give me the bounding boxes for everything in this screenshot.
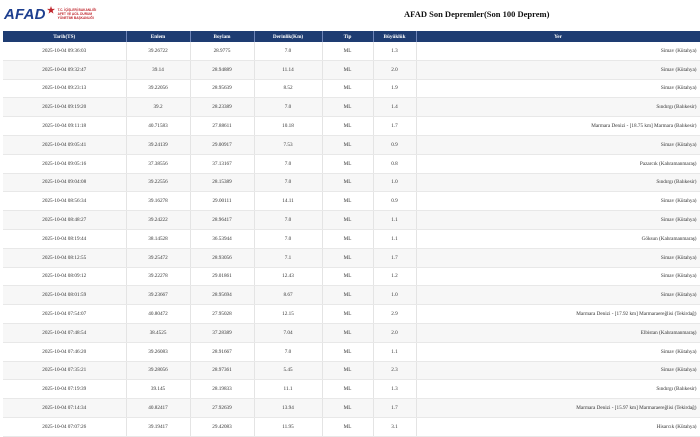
logo-sub-line: YÖNETİMİ BAŞKANLIĞI bbox=[57, 16, 94, 20]
table-body bbox=[3, 42, 700, 436]
table-cell: ML bbox=[322, 342, 373, 361]
table-cell: 2025-10-04 09:36:03 bbox=[3, 42, 126, 60]
table-cell: 10.18 bbox=[254, 117, 322, 136]
logo-sub-line: T.C. İÇİŞLERİ BAKANLIĞI bbox=[57, 8, 97, 12]
table-row[interactable] bbox=[3, 60, 700, 79]
table-cell: ML bbox=[322, 42, 373, 60]
table-cell: 1.1 bbox=[373, 342, 416, 361]
logo-sub-line: AFET VE ACİL DURUM bbox=[57, 12, 92, 16]
table-cell: 39.28056 bbox=[126, 361, 190, 380]
table-cell: 7.0 bbox=[254, 229, 322, 248]
table-cell: 12.43 bbox=[254, 267, 322, 286]
table-cell: 40.82417 bbox=[126, 399, 190, 418]
table-cell: 39.14 bbox=[126, 60, 190, 79]
table-cell: 39.23667 bbox=[126, 286, 190, 305]
column-header[interactable]: Yer bbox=[416, 31, 700, 42]
table-cell: Simav (Kütahya) bbox=[416, 135, 700, 154]
table-cell: ML bbox=[322, 305, 373, 324]
table-cell: Göksun (Kahramanmaraş) bbox=[416, 229, 700, 248]
table-cell: 1.2 bbox=[373, 267, 416, 286]
table-cell: 2025-10-04 08:19:44 bbox=[3, 229, 126, 248]
table-cell: 37.38556 bbox=[126, 154, 190, 173]
table-cell: ML bbox=[322, 399, 373, 418]
table-cell: 1.7 bbox=[373, 117, 416, 136]
table-cell: 11.95 bbox=[254, 417, 322, 436]
table-cell: 29.00111 bbox=[190, 192, 254, 211]
table-cell: 39.145 bbox=[126, 380, 190, 399]
table-cell: Simav (Kütahya) bbox=[416, 361, 700, 380]
table-cell: ML bbox=[322, 229, 373, 248]
table-cell: 28.91667 bbox=[190, 342, 254, 361]
table-cell: ML bbox=[322, 417, 373, 436]
table-cell: 39.22556 bbox=[126, 173, 190, 192]
table-cell: 13.94 bbox=[254, 399, 322, 418]
table-cell: 2025-10-04 07:35:21 bbox=[3, 361, 126, 380]
table-cell: 27.92639 bbox=[190, 399, 254, 418]
table-row[interactable] bbox=[3, 135, 700, 154]
table-cell: 14.11 bbox=[254, 192, 322, 211]
table-cell: 28.93056 bbox=[190, 248, 254, 267]
table-cell: Sındırgı (Balıkesir) bbox=[416, 98, 700, 117]
table-cell: 37.28389 bbox=[190, 323, 254, 342]
table-cell: 2025-10-04 08:12:55 bbox=[3, 248, 126, 267]
table-cell: 39.22056 bbox=[126, 79, 190, 98]
table-cell: 28.95694 bbox=[190, 286, 254, 305]
table-cell: 28.94889 bbox=[190, 60, 254, 79]
table-row[interactable] bbox=[3, 305, 700, 324]
table-row[interactable] bbox=[3, 323, 700, 342]
table-cell: 39.2 bbox=[126, 98, 190, 117]
table-cell: Simav (Kütahya) bbox=[416, 211, 700, 230]
table-cell: 39.24222 bbox=[126, 211, 190, 230]
table-row[interactable] bbox=[3, 154, 700, 173]
column-header[interactable]: Büyüklük bbox=[373, 31, 416, 42]
table-cell: 2025-10-04 08:01:59 bbox=[3, 286, 126, 305]
table-cell: 2025-10-04 08:48:27 bbox=[3, 211, 126, 230]
table-row[interactable] bbox=[3, 98, 700, 117]
table-cell: 28.95639 bbox=[190, 79, 254, 98]
column-header[interactable]: Enlem bbox=[126, 31, 190, 42]
table-cell: 7.0 bbox=[254, 98, 322, 117]
table-cell: 7.0 bbox=[254, 154, 322, 173]
column-header[interactable]: Derinlik(Km) bbox=[254, 31, 322, 42]
table-cell: ML bbox=[322, 267, 373, 286]
table-cell: 12.15 bbox=[254, 305, 322, 324]
table-cell: Marmara Denizi - [15.97 km] Marmaraereğlisi (Tekirdağ) bbox=[416, 399, 700, 418]
table-cell: ML bbox=[322, 173, 373, 192]
table-cell: 5.45 bbox=[254, 361, 322, 380]
table-row[interactable] bbox=[3, 399, 700, 418]
page-header bbox=[0, 0, 700, 28]
table-cell: 2025-10-04 09:32:47 bbox=[3, 60, 126, 79]
table-cell: 2025-10-04 09:04:08 bbox=[3, 173, 126, 192]
logo-star-icon bbox=[47, 6, 55, 14]
table-cell: Simav (Kütahya) bbox=[416, 248, 700, 267]
table-cell: 0.9 bbox=[373, 135, 416, 154]
table-cell: 27.88611 bbox=[190, 117, 254, 136]
logo-wordmark: AFAD bbox=[4, 5, 46, 23]
table-cell: 29.01861 bbox=[190, 267, 254, 286]
table-cell: 28.23389 bbox=[190, 98, 254, 117]
table-cell: Marmara Denizi - [17.92 km] Marmaraereğlisi (Tekirdağ) bbox=[416, 305, 700, 324]
table-cell: 39.24139 bbox=[126, 135, 190, 154]
table-cell: 7.0 bbox=[254, 173, 322, 192]
table-cell: 37.13167 bbox=[190, 154, 254, 173]
table-cell: Simav (Kütahya) bbox=[416, 192, 700, 211]
table-cell: ML bbox=[322, 248, 373, 267]
table-cell: ML bbox=[322, 211, 373, 230]
table-row[interactable] bbox=[3, 173, 700, 192]
table-cell: 39.22278 bbox=[126, 267, 190, 286]
earthquake-table bbox=[3, 31, 700, 437]
table-row[interactable] bbox=[3, 229, 700, 248]
table-cell: Simav (Kütahya) bbox=[416, 79, 700, 98]
table-cell: ML bbox=[322, 117, 373, 136]
table-cell: 27.95028 bbox=[190, 305, 254, 324]
table-cell: 0.9 bbox=[373, 192, 416, 211]
table-cell: Simav (Kütahya) bbox=[416, 286, 700, 305]
table-row[interactable] bbox=[3, 117, 700, 136]
table-cell: 28.19833 bbox=[190, 380, 254, 399]
table-cell: 11.1 bbox=[254, 380, 322, 399]
column-header[interactable]: Tip bbox=[322, 31, 373, 42]
table-cell: 1.0 bbox=[373, 173, 416, 192]
table-row[interactable] bbox=[3, 42, 700, 60]
table-row[interactable] bbox=[3, 361, 700, 380]
table-cell: ML bbox=[322, 60, 373, 79]
table-cell: 7.0 bbox=[254, 342, 322, 361]
table-cell: 2025-10-04 07:54:07 bbox=[3, 305, 126, 324]
table-cell: ML bbox=[322, 361, 373, 380]
table-row[interactable] bbox=[3, 211, 700, 230]
table-cell: 1.3 bbox=[373, 380, 416, 399]
table-cell: ML bbox=[322, 192, 373, 211]
table-cell: 39.19417 bbox=[126, 417, 190, 436]
table-cell: ML bbox=[322, 154, 373, 173]
table-cell: 2025-10-04 07:48:54 bbox=[3, 323, 126, 342]
table-cell: 1.0 bbox=[373, 286, 416, 305]
column-header[interactable]: Tarih(TS) bbox=[3, 31, 126, 42]
table-cell: ML bbox=[322, 380, 373, 399]
table-cell: 39.26083 bbox=[126, 342, 190, 361]
page-title: AFAD Son Depremler(Son 100 Deprem) bbox=[404, 9, 550, 19]
table-header-row bbox=[3, 31, 700, 42]
table-cell: Simav (Kütahya) bbox=[416, 42, 700, 60]
table-cell: 2025-10-04 08:56:34 bbox=[3, 192, 126, 211]
table-cell: 28.9775 bbox=[190, 42, 254, 60]
table-cell: 7.53 bbox=[254, 135, 322, 154]
table-cell: Hisarcık (Kütahya) bbox=[416, 417, 700, 436]
table-cell: 39.25472 bbox=[126, 248, 190, 267]
table-cell: 3.1 bbox=[373, 417, 416, 436]
table-cell: 0.8 bbox=[373, 154, 416, 173]
table-cell: Sındırgı (Balıkesir) bbox=[416, 173, 700, 192]
table-cell: 40.80472 bbox=[126, 305, 190, 324]
table-cell: Elbistan (Kahramanmaraş) bbox=[416, 323, 700, 342]
table-cell: 2025-10-04 08:09:12 bbox=[3, 267, 126, 286]
table-cell: ML bbox=[322, 79, 373, 98]
table-cell: 7.1 bbox=[254, 248, 322, 267]
table-cell: 1.1 bbox=[373, 211, 416, 230]
table-cell: 1.7 bbox=[373, 248, 416, 267]
table-cell: ML bbox=[322, 98, 373, 117]
table-cell: ML bbox=[322, 135, 373, 154]
table-cell: 1.7 bbox=[373, 399, 416, 418]
table-cell: 29.42083 bbox=[190, 417, 254, 436]
table-cell: 28.96417 bbox=[190, 211, 254, 230]
table-cell: 2025-10-04 09:23:13 bbox=[3, 79, 126, 98]
afad-logo[interactable] bbox=[4, 3, 98, 25]
table-cell: 2.9 bbox=[373, 305, 416, 324]
table-cell: 28.15389 bbox=[190, 173, 254, 192]
table-cell: 38.14528 bbox=[126, 229, 190, 248]
table-cell: 2025-10-04 07:07:26 bbox=[3, 417, 126, 436]
table-cell: 8.52 bbox=[254, 79, 322, 98]
table-cell: 39.16278 bbox=[126, 192, 190, 211]
table-cell: Sındırgı (Balıkesir) bbox=[416, 380, 700, 399]
logo-subtitle bbox=[58, 8, 98, 20]
table-cell: 2025-10-04 09:11:18 bbox=[3, 117, 126, 136]
table-row[interactable] bbox=[3, 286, 700, 305]
table-cell: Pazarcık (Kahramanmaraş) bbox=[416, 154, 700, 173]
table-cell: 28.97361 bbox=[190, 361, 254, 380]
table-cell: ML bbox=[322, 286, 373, 305]
table-row[interactable] bbox=[3, 192, 700, 211]
table-row[interactable] bbox=[3, 267, 700, 286]
table-row[interactable] bbox=[3, 380, 700, 399]
table-cell: 2025-10-04 09:05:41 bbox=[3, 135, 126, 154]
table-cell: 36.53944 bbox=[190, 229, 254, 248]
table-row[interactable] bbox=[3, 248, 700, 267]
table-cell: 2025-10-04 07:46:20 bbox=[3, 342, 126, 361]
table-cell: Simav (Kütahya) bbox=[416, 60, 700, 79]
table-cell: 11.14 bbox=[254, 60, 322, 79]
table-cell: 1.4 bbox=[373, 98, 416, 117]
table-cell: 2.0 bbox=[373, 60, 416, 79]
column-header[interactable]: Boylam bbox=[190, 31, 254, 42]
table-cell: 7.0 bbox=[254, 211, 322, 230]
table-cell: 1.9 bbox=[373, 79, 416, 98]
table-cell: 38.4525 bbox=[126, 323, 190, 342]
table-cell: 2025-10-04 07:19:39 bbox=[3, 380, 126, 399]
table-cell: 40.71583 bbox=[126, 117, 190, 136]
table-cell: Simav (Kütahya) bbox=[416, 267, 700, 286]
table-cell: 29.00917 bbox=[190, 135, 254, 154]
table-cell: ML bbox=[322, 323, 373, 342]
table-cell: 39.26722 bbox=[126, 42, 190, 60]
earthquake-table-container bbox=[3, 31, 700, 437]
table-row[interactable] bbox=[3, 417, 700, 436]
table-cell: 1.1 bbox=[373, 229, 416, 248]
table-cell: 8.67 bbox=[254, 286, 322, 305]
table-header bbox=[3, 31, 700, 42]
table-cell: 2025-10-04 07:14:34 bbox=[3, 399, 126, 418]
table-cell: 1.3 bbox=[373, 42, 416, 60]
table-cell: 7.0 bbox=[254, 42, 322, 60]
table-row[interactable] bbox=[3, 79, 700, 98]
table-cell: 2025-10-04 09:05:16 bbox=[3, 154, 126, 173]
table-row[interactable] bbox=[3, 342, 700, 361]
table-cell: Simav (Kütahya) bbox=[416, 342, 700, 361]
table-cell: Marmara Denizi - [18.75 km] Marmara (Balıkesir) bbox=[416, 117, 700, 136]
table-cell: 2.3 bbox=[373, 361, 416, 380]
table-cell: 7.04 bbox=[254, 323, 322, 342]
table-cell: 2025-10-04 09:19:20 bbox=[3, 98, 126, 117]
table-cell: 2.0 bbox=[373, 323, 416, 342]
